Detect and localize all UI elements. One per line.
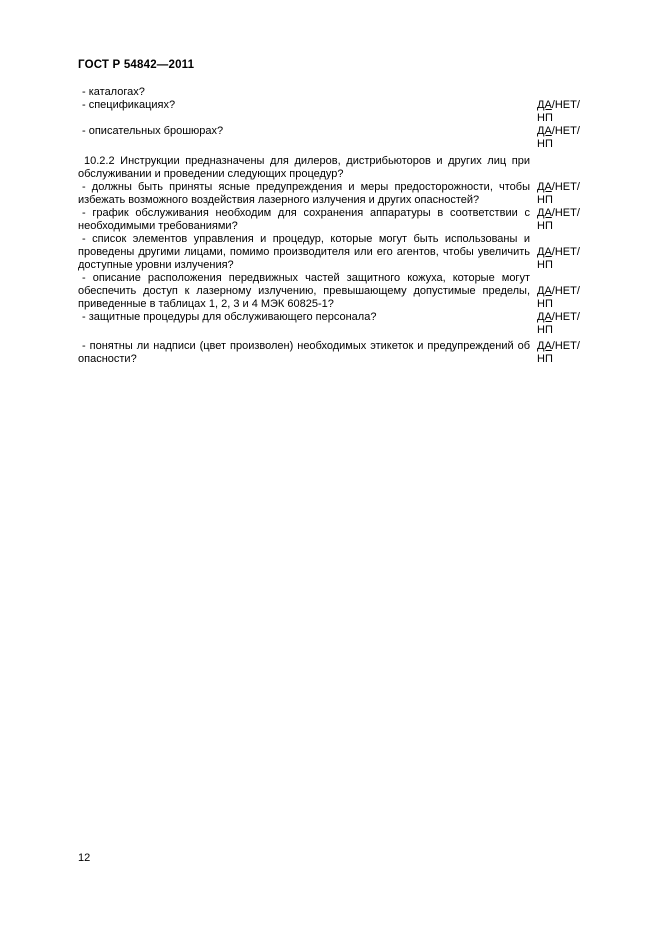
answer-na-option: НП <box>537 298 553 310</box>
question-text: - понятны ли надписи (цвет произволен) необходимых этикеток и предупреждений об опасности? <box>78 340 530 365</box>
answer-net-option: /НЕТ/ <box>551 181 580 193</box>
answer-da-net-np <box>537 181 580 207</box>
answer-net-option: /НЕТ/ <box>551 99 580 111</box>
page-number: 12 <box>78 852 91 864</box>
answer-da-net-np <box>537 99 580 125</box>
checklist-item <box>78 125 580 151</box>
answer-line-1 <box>537 285 580 298</box>
answer-line-1 <box>537 340 580 353</box>
checklist-item <box>78 272 580 311</box>
question-text: - график обслуживания необходим для сохранения аппаратуры в соответствии с необходимыми требованиями? <box>78 207 530 232</box>
answer-net-option: /НЕТ/ <box>551 125 580 137</box>
checklist-item <box>78 311 580 337</box>
question-text: - описание расположения передвижных частей защитного кожуха, которые могут обеспечить доступ к лазерному излучению, превышающему допустимые пределы, приведенные в таблицах 1, 2, 3 и 4 МЭК 60825-1? <box>78 272 530 310</box>
answer-yes-underlined: ДА <box>537 285 552 297</box>
answer-net-option: /НЕТ/ <box>551 285 580 297</box>
answer-na-option: НП <box>537 138 553 150</box>
answer-na-option: НП <box>537 194 553 206</box>
answer-da-net-np <box>537 311 580 337</box>
document-title: ГОСТ Р 54842—2011 <box>78 59 195 71</box>
question-text: - список элементов управления и процедур, которые могут быть использованы и проведены другими лицами, помимо производителя или его агентов, чтобы увеличить доступные уровни излучения? <box>78 233 530 271</box>
answer-line-1 <box>537 207 580 220</box>
answer-net-option: /НЕТ/ <box>551 340 580 352</box>
checklist-content <box>78 86 580 366</box>
answer-net-option: /НЕТ/ <box>551 207 580 219</box>
question-text: - должны быть приняты ясные предупреждения и меры предосторожности, чтобы избежать возможного воздействия лазерного излучения и других опасностей? <box>78 181 530 206</box>
checklist-item <box>78 99 580 125</box>
answer-line-1 <box>537 311 580 324</box>
answer-net-option: /НЕТ/ <box>551 246 580 258</box>
answer-yes-underlined: ДА <box>537 340 552 352</box>
checklist-item <box>78 86 580 99</box>
answer-net-option: /НЕТ/ <box>551 311 580 323</box>
answer-da-net-np <box>537 340 580 366</box>
answer-yes-underlined: ДА <box>537 125 552 137</box>
answer-line-1 <box>537 125 580 138</box>
answer-da-net-np <box>537 246 580 272</box>
question-text: - описательных брошюрах? <box>82 125 224 137</box>
answer-line-1 <box>537 99 580 112</box>
answer-yes-underlined: ДА <box>537 207 552 219</box>
answer-na-option: НП <box>537 324 553 336</box>
question-text: - спецификациях? <box>82 99 176 111</box>
answer-na-option: НП <box>537 112 553 124</box>
answer-da-net-np <box>537 285 580 311</box>
checklist-item <box>78 340 580 366</box>
answer-line-1 <box>537 246 580 259</box>
checklist-item <box>78 233 580 272</box>
answer-na-option: НП <box>537 353 553 365</box>
section-paragraph <box>78 151 580 181</box>
question-text: - каталогах? <box>82 86 145 98</box>
checklist-item <box>78 207 580 233</box>
answer-na-option: НП <box>537 259 553 271</box>
question-text: - защитные процедуры для обслуживающего персонала? <box>82 311 377 323</box>
answer-yes-underlined: ДА <box>537 181 552 193</box>
answer-da-net-np <box>537 207 580 233</box>
answer-yes-underlined: ДА <box>537 311 552 323</box>
checklist-item <box>78 181 580 207</box>
answer-yes-underlined: ДА <box>537 246 552 258</box>
answer-da-net-np <box>537 125 580 151</box>
answer-na-option: НП <box>537 220 553 232</box>
section-intro-text: 10.2.2 Инструкции предназначены для дилеров, дистрибьюторов и других лиц при обслуживании и проведении следующих процедур? <box>78 155 530 180</box>
answer-line-1 <box>537 181 580 194</box>
answer-yes-underlined: ДА <box>537 99 552 111</box>
